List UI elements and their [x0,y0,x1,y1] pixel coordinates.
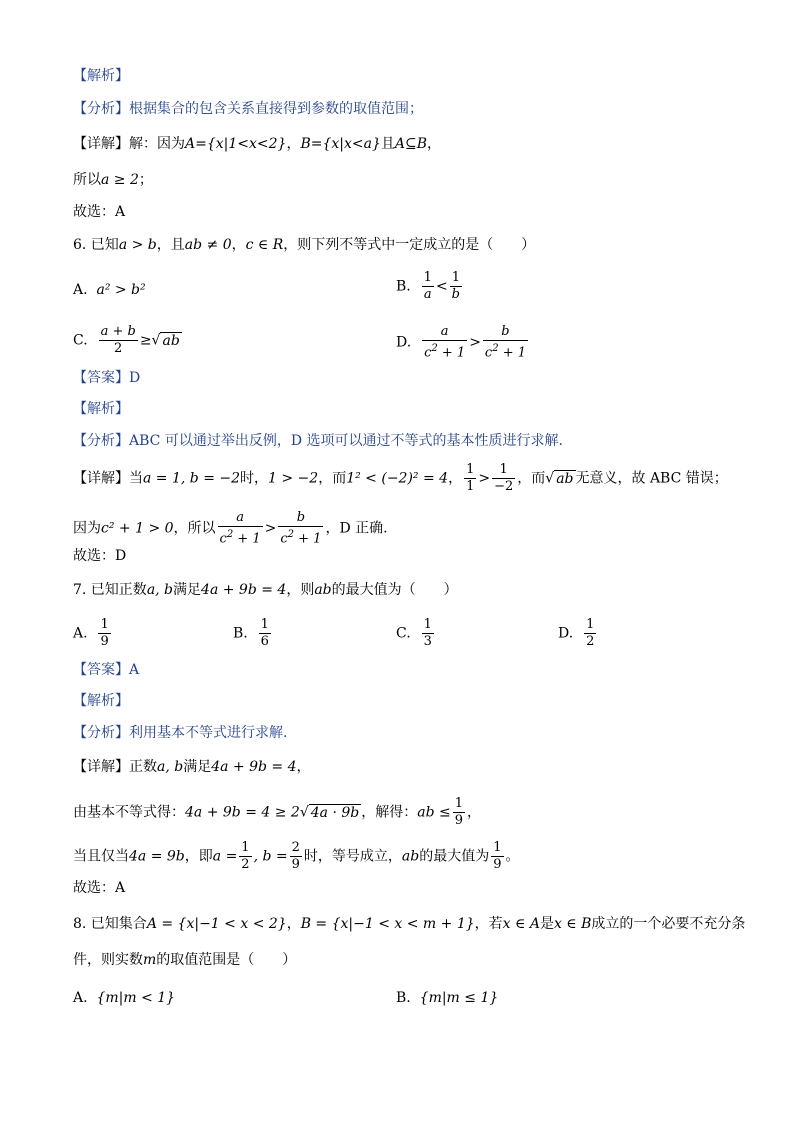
analysis-line: 【分析】ABC 可以通过举出反例，D 选项可以通过不等式的基本性质进行求解. [73,433,563,449]
answer-line: 故选：D [73,548,127,564]
detail-line: 【详解】解：因为A={x|1<x<2}，B={x|x<a}且A⊆B， [73,136,442,152]
detail-line-3: 当且仅当4a = 9b，即a = $\frac{1}{2}$ , b = $\frac{2}{9}$ 时，等号成立，ab的最大值为 $\frac{1}{9}$ 。 [73,840,520,872]
detail-line: 【详解】正数a, b满足4a + 9b = 4， [73,759,311,775]
analysis-line: 【分析】根据集合的包含关系直接得到参数的取值范围； [73,101,423,117]
analysis-line: 【分析】利用基本不等式进行求解. [73,725,288,741]
q7-option-c: C. $\frac{1}{3}$ [396,617,432,649]
q7-option-a: A. $\frac{1}{9}$ [73,617,109,649]
answer-tag: 【答案】A [73,662,140,678]
q6-option-c: C. $\frac{a + b}{2}$ ≥√ ab [73,324,180,356]
question-7-stem: 7. 已知正数a, b满足4a + 9b = 4，则ab的最大值为（ ） [73,582,458,598]
detail-line-2: 因为c² + 1 > 0，所以 $\frac{a}{c^2 + 1}$ > $\frac{b}{c^2 + 1}$ ，D 正确. [73,510,388,547]
section-jiexi: 【解析】 [73,68,129,84]
question-8-stem-line-2: 件，则实数m的取值范围是（ ） [73,952,297,968]
section-jiexi: 【解析】 [73,401,129,417]
answer-line: 故选：A [73,204,126,220]
answer-tag: 【答案】D [73,370,141,386]
q8-option-a: A. {m|m < 1} [73,990,176,1006]
q8-option-b: B. {m|m ≤ 1} [396,990,499,1006]
question-6-stem: 6. 已知a > b，且ab ≠ 0，c ∈ R，则下列不等式中一定成立的是（ ） [73,237,536,253]
answer-line: 故选：A [73,880,126,896]
detail-line-2: 由基本不等式得：4a + 9b = 4 ≥ 2√ 4a · 9b ，解得：ab ≤ $\frac{1}{9}$ ， [73,796,482,828]
q7-option-d: D. $\frac{1}{2}$ [558,617,595,649]
detail-line: 【详解】当a = 1, b = −2时，1 > −2，而1² < (−2)² = 4， $\frac{1}{1}$ > $\frac{1}{-2}$ ，而√ ab 无意义，故 ABC 错误； [73,462,728,494]
q6-option-a: A. a² > b² [73,282,146,298]
conclusion-line: 所以a ≥ 2； [73,172,153,188]
question-8-stem: 8. 已知集合A = {x|−1 < x < 2}，B = {x|−1 < x < m + 1}，若x ∈ A是x ∈ B成立的一个必要不充分条 [73,916,746,932]
q7-option-b: B. $\frac{1}{6}$ [233,617,269,649]
section-jiexi: 【解析】 [73,693,129,709]
q6-option-b: B. $\frac{1}{a}$ < $\frac{1}{b}$ [396,270,460,302]
q6-option-d: D. $\frac{a}{c^2 + 1}$ > $\frac{b}{c^2 + 1}$ [396,324,527,361]
